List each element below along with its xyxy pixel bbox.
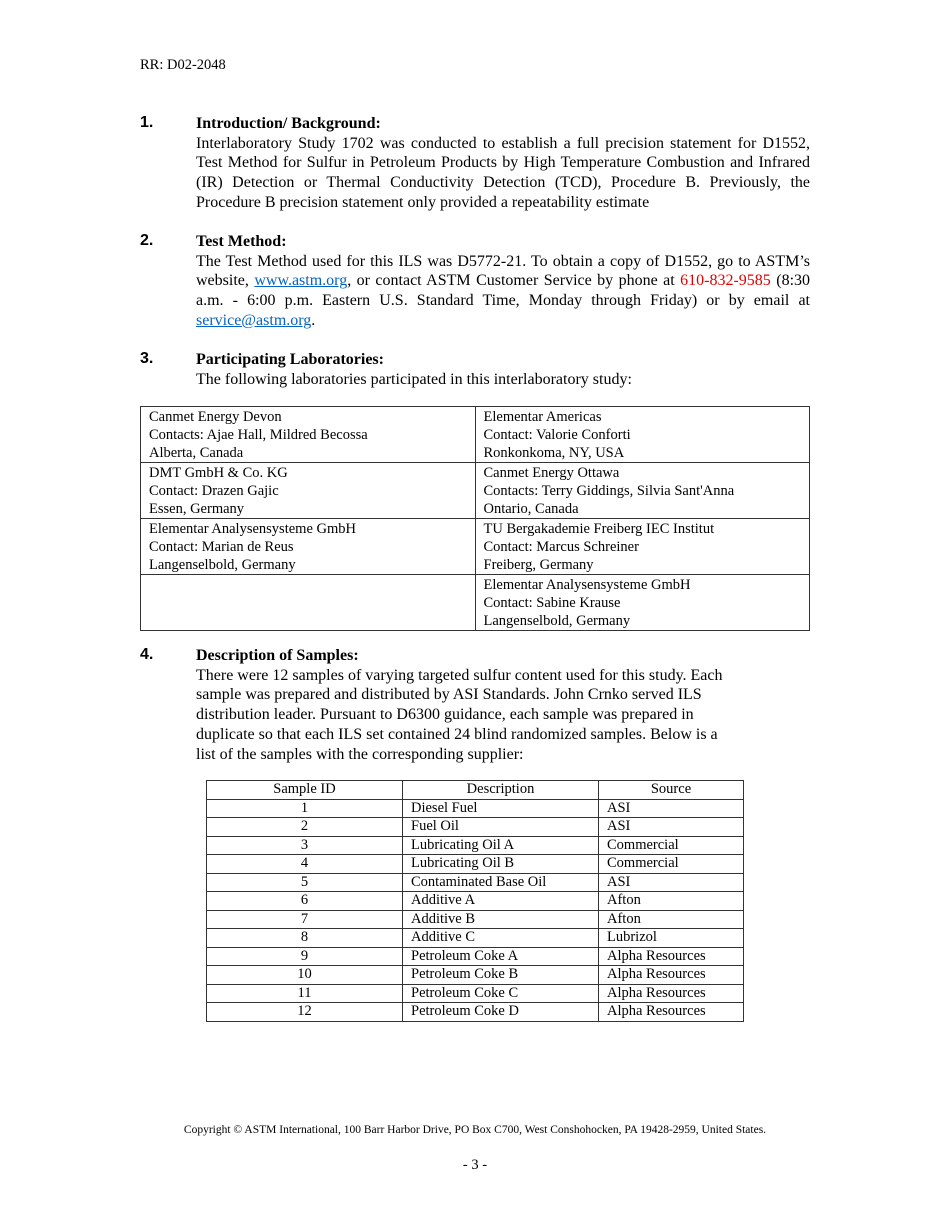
samples-table	[206, 780, 744, 1022]
text-part: , or contact ASTM Customer Service by phone at	[347, 272, 681, 290]
labs-table	[140, 406, 810, 631]
sample-id-cell: 4	[207, 855, 403, 874]
table-row	[207, 966, 744, 985]
source-cell: Afton	[599, 892, 744, 911]
table-row	[207, 818, 744, 837]
table-row	[141, 463, 810, 519]
lab-name: Elementar Analysensysteme GmbH	[149, 521, 356, 537]
lab-location: Essen, Germany	[149, 501, 245, 517]
table-row	[207, 836, 744, 855]
table-row	[207, 892, 744, 911]
source-cell: Alpha Resources	[599, 1003, 744, 1022]
section-number: 1.	[140, 114, 154, 131]
lab-name: Canmet Energy Devon	[149, 409, 282, 425]
description-cell: Additive A	[403, 892, 599, 911]
section-number: 4.	[140, 646, 154, 663]
sample-id-cell: 10	[207, 966, 403, 985]
section-description-of-samples	[140, 646, 740, 764]
lab-name: Elementar Analysensysteme GmbH	[483, 577, 691, 593]
sample-id-cell: 5	[207, 873, 403, 892]
description-cell: Fuel Oil	[403, 818, 599, 837]
lab-name: Elementar Americas	[483, 409, 602, 425]
lab-contact: Contact: Sabine Krause	[483, 595, 621, 611]
lab-location: Langenselbold, Germany	[483, 613, 631, 629]
lab-cell	[141, 463, 476, 519]
section-heading: Participating Laboratories:	[196, 351, 384, 368]
section-text: Interlaboratory Study 1702 was conducted to establish a full precision statement for D1552, Test Method for Sulfur in Petroleum Products by High Temperature Combustion and Infrared (IR) Detection or Thermal Conductivity Detection (TCD), Procedure B. Previously, the Procedure B precision statement only provided a repeatability estimate	[196, 134, 810, 211]
description-cell: Additive C	[403, 929, 599, 948]
page-number: - 3 -	[462, 1157, 488, 1173]
source-cell: ASI	[599, 799, 744, 818]
source-cell: Lubrizol	[599, 929, 744, 948]
lab-contact: Contact: Drazen Gajic	[149, 483, 279, 499]
email-link[interactable]: service@astm.org	[196, 311, 312, 329]
source-cell: Alpha Resources	[599, 947, 744, 966]
source-cell: ASI	[599, 818, 744, 837]
section-introduction	[140, 114, 810, 213]
report-id: RR: D02-2048	[140, 57, 226, 73]
description-cell: Lubricating Oil A	[403, 836, 599, 855]
table-row	[207, 855, 744, 874]
sample-id-cell: 12	[207, 1003, 403, 1022]
text-part: .	[311, 311, 316, 329]
phone-number: 610-832-9585	[680, 272, 771, 290]
lab-location: Langenselbold, Germany	[149, 557, 296, 573]
table-row	[207, 910, 744, 929]
lab-cell	[475, 407, 810, 463]
source-cell: ASI	[599, 873, 744, 892]
lab-name: Canmet Energy Ottawa	[483, 465, 620, 481]
lab-contact: Contact: Marian de Reus	[149, 539, 294, 555]
copyright-notice: Copyright © ASTM International, 100 Barr Harbor Drive, PO Box C700, West Conshohocken, PA 19428-2959, United States.	[183, 1124, 767, 1136]
sample-id-cell: 2	[207, 818, 403, 837]
lab-contact: Contact: Marcus Schreiner	[483, 539, 639, 555]
column-header-source: Source	[599, 781, 744, 800]
table-row	[207, 1003, 744, 1022]
section-heading: Test Method:	[196, 233, 287, 250]
lab-name: DMT GmbH & Co. KG	[149, 465, 288, 481]
sample-id-cell: 9	[207, 947, 403, 966]
section-participating-labs	[140, 350, 810, 389]
description-cell: Lubricating Oil B	[403, 855, 599, 874]
lab-contact: Contact: Valorie Conforti	[483, 427, 631, 443]
table-row	[207, 873, 744, 892]
description-cell: Petroleum Coke B	[403, 966, 599, 985]
sample-id-cell: 6	[207, 892, 403, 911]
table-row	[141, 407, 810, 463]
section-number: 3.	[140, 350, 154, 367]
section-text: The following laboratories participated in this interlaboratory study:	[196, 370, 632, 388]
table-header-row	[207, 781, 744, 800]
lab-location: Freiberg, Germany	[483, 557, 594, 573]
table-row	[207, 929, 744, 948]
lab-cell	[141, 407, 476, 463]
section-heading: Description of Samples:	[196, 647, 359, 664]
website-link[interactable]: www.astm.org	[254, 272, 348, 290]
lab-cell	[141, 519, 476, 575]
table-row	[141, 575, 810, 631]
section-heading: Introduction/ Background:	[196, 115, 381, 132]
table-row	[207, 947, 744, 966]
lab-cell	[475, 519, 810, 575]
lab-contact: Contacts: Terry Giddings, Silvia Sant'Anna	[483, 483, 735, 499]
lab-cell-empty	[141, 575, 476, 631]
sample-id-cell: 8	[207, 929, 403, 948]
column-header-sample-id: Sample ID	[207, 781, 403, 800]
section-number: 2.	[140, 232, 154, 249]
lab-location: Alberta, Canada	[149, 445, 244, 461]
lab-contact: Contacts: Ajae Hall, Mildred Becossa	[149, 427, 368, 443]
source-cell: Commercial	[599, 855, 744, 874]
lab-location: Ontario, Canada	[483, 501, 579, 517]
description-cell: Petroleum Coke C	[403, 984, 599, 1003]
lab-location: Ronkonkoma, NY, USA	[483, 445, 625, 461]
table-row	[207, 799, 744, 818]
source-cell: Alpha Resources	[599, 966, 744, 985]
text-part: (8:30 a.m. - 6:00 p.m. Eastern U.S. Standard Time, Monday through Friday) or by email at	[196, 272, 811, 310]
column-header-description: Description	[403, 781, 599, 800]
description-cell: Diesel Fuel	[403, 799, 599, 818]
section-test-method	[140, 232, 810, 331]
description-cell: Petroleum Coke A	[403, 947, 599, 966]
source-cell: Afton	[599, 910, 744, 929]
table-row	[207, 984, 744, 1003]
description-cell: Petroleum Coke D	[403, 1003, 599, 1022]
lab-cell	[475, 463, 810, 519]
table-row	[141, 519, 810, 575]
sample-id-cell: 7	[207, 910, 403, 929]
description-cell: Contaminated Base Oil	[403, 873, 599, 892]
sample-id-cell: 11	[207, 984, 403, 1003]
source-cell: Commercial	[599, 836, 744, 855]
section-text: There were 12 samples of varying targeted sulfur content used for this study. Each sample was prepared and distributed by ASI Standards. John Crnko served ILS distribution leader. Pursuant to D6300 guidance, each sample was prepared in duplicate so that each ILS set contained 24 blind randomized samples. Below is a list of the samples with the corresponding supplier:	[196, 666, 723, 763]
lab-cell	[475, 575, 810, 631]
sample-id-cell: 1	[207, 799, 403, 818]
sample-id-cell: 3	[207, 836, 403, 855]
text-part: The Test Method used for this ILS was D5772-21. To obtain a copy of D1552, go to ASTM’s website,	[196, 252, 810, 290]
section-text	[196, 252, 810, 331]
lab-name: TU Bergakademie Freiberg IEC Institut	[483, 521, 715, 537]
source-cell: Alpha Resources	[599, 984, 744, 1003]
description-cell: Additive B	[403, 910, 599, 929]
